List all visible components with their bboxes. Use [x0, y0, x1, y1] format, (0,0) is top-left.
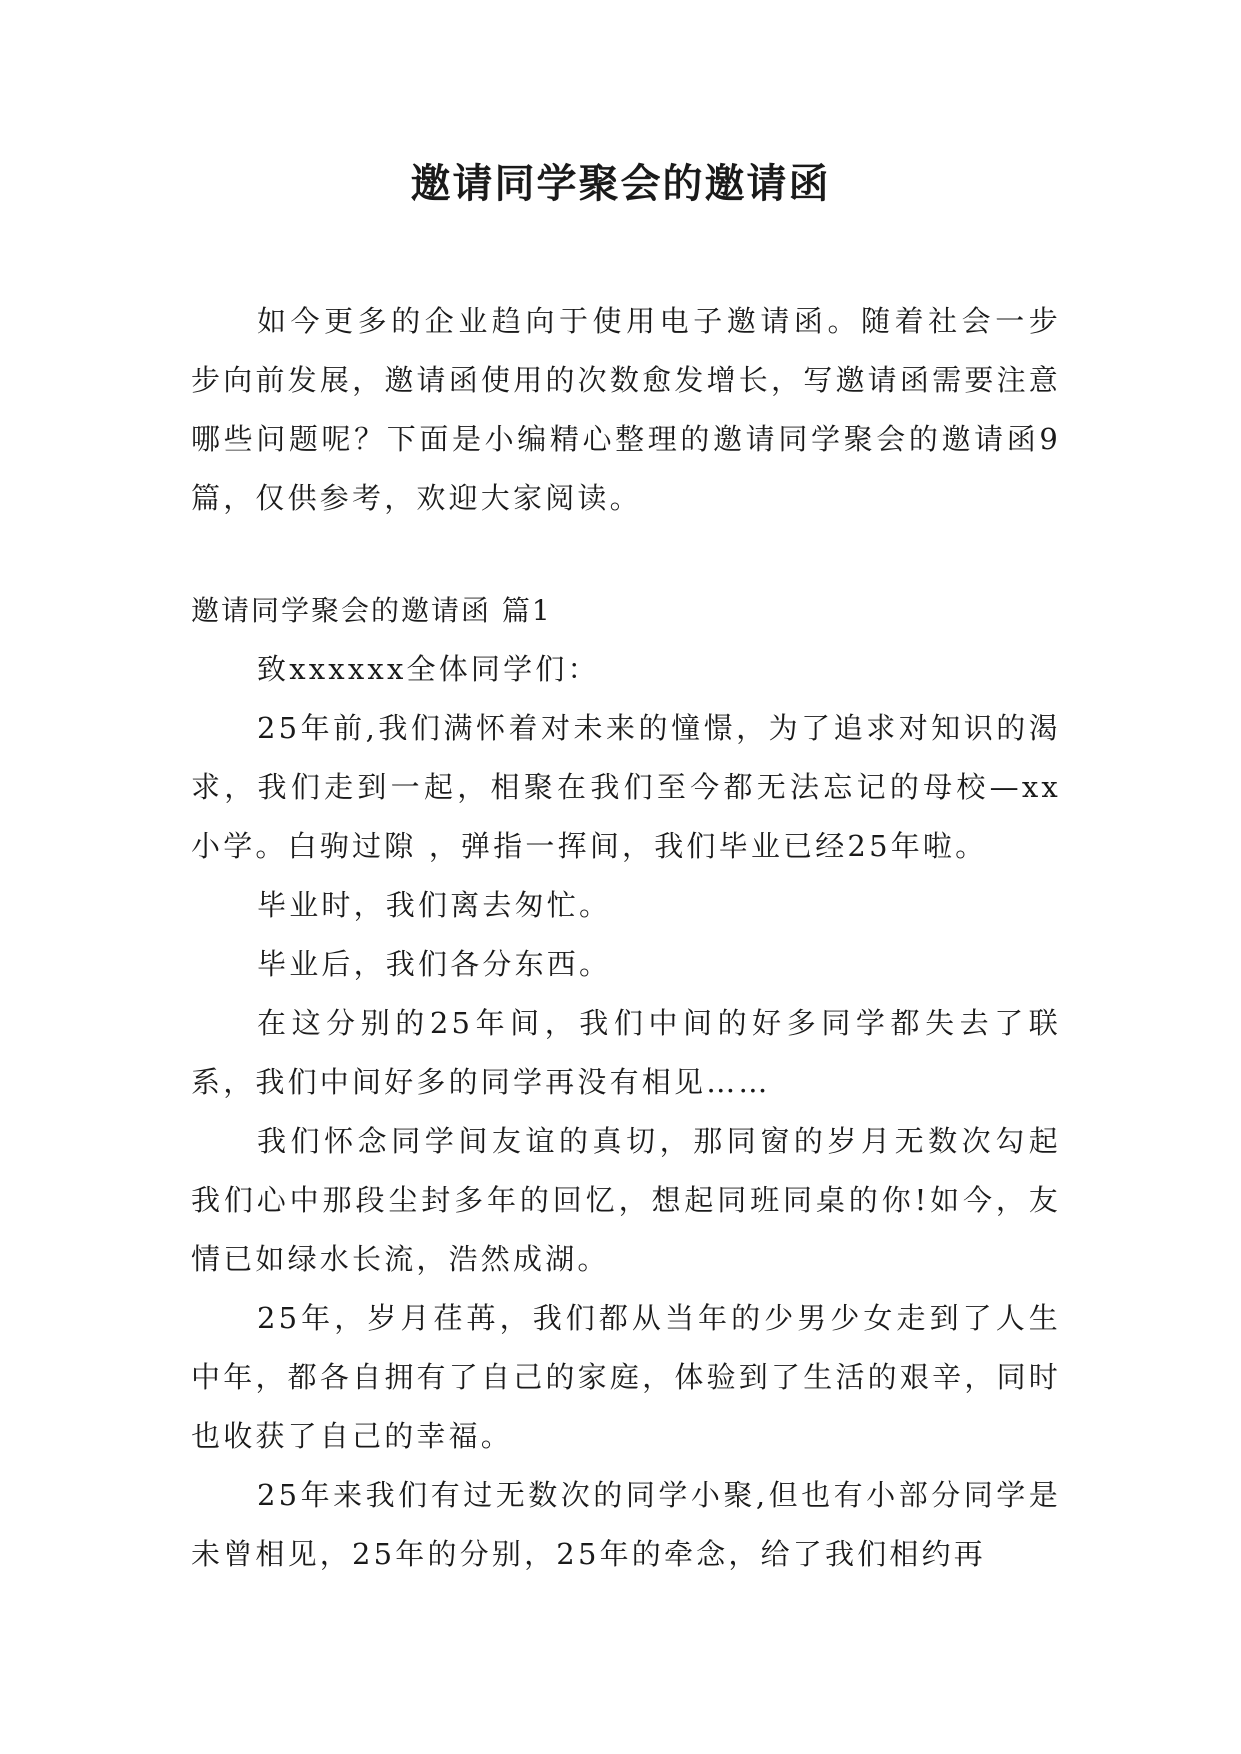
body-paragraph: 25年来我们有过无数次的同学小聚,但也有小部分同学是未曾相见，25年的分别，25年的牵念，给了我们相约再: [191, 1478, 1061, 1571]
document-body: [191, 292, 1061, 1584]
document-title: 邀请同学聚会的邀请函: [410, 160, 831, 207]
section-heading: 邀请同学聚会的邀请函 篇1: [191, 594, 552, 627]
body-paragraph: 毕业后，我们各分东西。: [257, 947, 612, 981]
body-paragraph: 在这分别的25年间，我们中间的好多同学都失去了联系，我们中间好多的同学再没有相见……: [191, 1006, 1061, 1099]
body-paragraph: 毕业时，我们离去匆忙。: [257, 888, 612, 922]
body-paragraph: 25年前,我们满怀着对未来的憧憬，为了追求对知识的渴求，我们走到一起，相聚在我们至今都无法忘记的母校—xx小学。白驹过隙 ，弹指一挥间，我们毕业已经25年啦。: [191, 711, 1061, 863]
body-paragraph: 25年，岁月荏苒，我们都从当年的少男少女走到了人生中年，都各自拥有了自己的家庭，体验到了生活的艰辛，同时也收获了自己的幸福。: [191, 1301, 1061, 1453]
intro-paragraph: 如今更多的企业趋向于使用电子邀请函。随着社会一步步向前发展，邀请函使用的次数愈发增长，写邀请函需要注意哪些问题呢？下面是小编精心整理的邀请同学聚会的邀请函9篇，仅供参考，欢迎大家阅读。: [191, 304, 1061, 515]
salutation: 致xxxxxx全体同学们：: [257, 652, 600, 686]
body-paragraph: 我们怀念同学间友谊的真切，那同窗的岁月无数次勾起我们心中那段尘封多年的回忆，想起同班同桌的你!如今，友情已如绿水长流，浩然成湖。: [191, 1124, 1061, 1276]
